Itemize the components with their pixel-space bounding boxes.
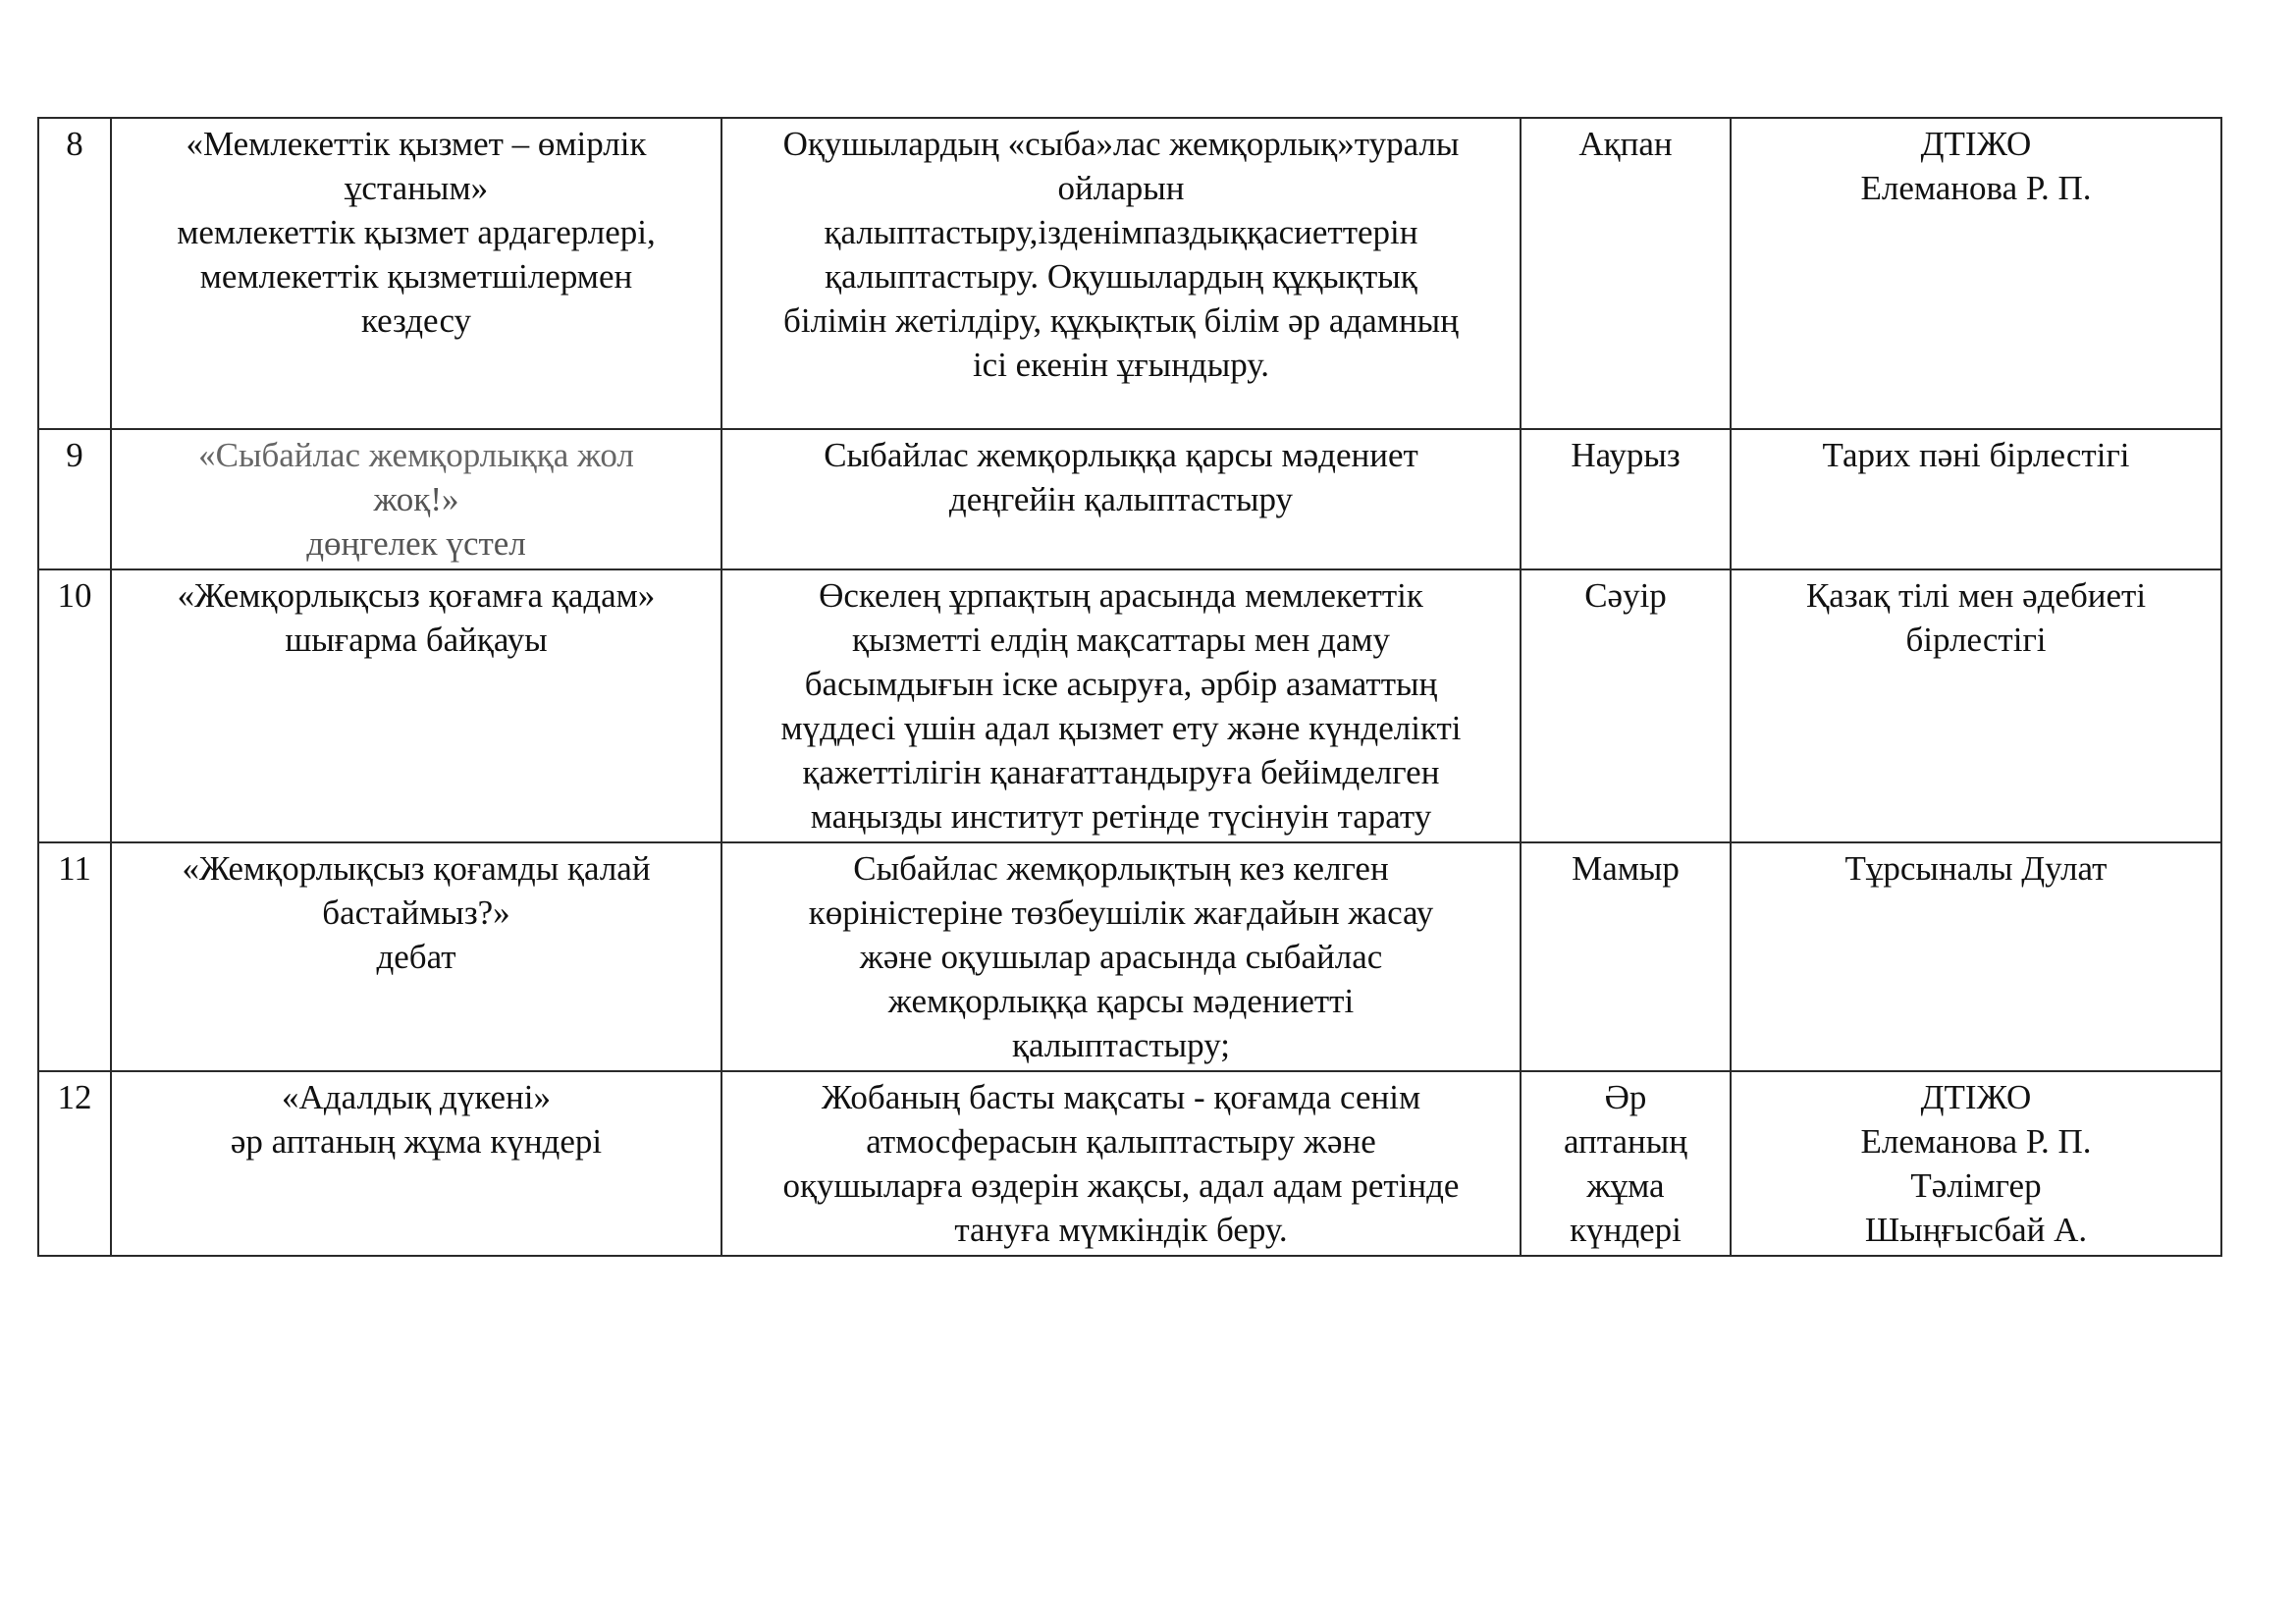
month-line: Әр [1604,1078,1647,1116]
responsible-line: ДТІЖО [1920,1078,2032,1116]
table-row [38,118,2221,429]
event-line: «Мемлекеттік қызмет – өмірлік [186,125,647,163]
event-line: дебат [376,938,456,976]
goal-cell [721,569,1521,842]
goal-line: қалыптастыру; [1012,1026,1230,1064]
row-number: 12 [38,1071,111,1256]
month-cell [1521,1071,1731,1256]
event-cell [111,118,721,429]
event-cell [111,569,721,842]
event-plan-table [37,117,2222,1257]
table-row [38,429,2221,569]
event-line: «Адалдық дүкені» [282,1078,551,1116]
responsible-line: Шыңғысбай А. [1864,1211,2088,1249]
goal-line: қалыптастыру. Оқушылардың құқықтық [825,257,1417,296]
row-number: 11 [38,842,111,1071]
event-cell [111,429,721,569]
goal-cell [721,842,1521,1071]
goal-line: Сыбайлас жемқорлыққа қарсы мәдениет [824,436,1418,474]
goal-line: маңызды институт ретінде түсінуін тарату [810,797,1432,836]
row-number: 8 [38,118,111,429]
month-line: күндері [1570,1211,1682,1249]
event-line: «Жемқорлықсыз қоғамға қадам» [177,576,656,615]
responsible-line: ДТІЖО [1920,125,2032,163]
goal-line: оқушыларға өздерін жақсы, адал адам ретінде [782,1166,1460,1205]
table-row [38,1071,2221,1256]
table-row [38,569,2221,842]
responsible-line: Қазақ тілі мен әдебиеті [1805,576,2147,615]
goal-cell [721,1071,1521,1256]
responsible-cell [1731,1071,2221,1256]
responsible-cell [1731,569,2221,842]
goal-cell [721,429,1521,569]
responsible-line: бірлестігі [1905,621,2047,659]
goal-line: мүддесі үшін адал қызмет ету және күнделікті [780,709,1462,747]
goal-line: және оқушылар арасында сыбайлас [859,938,1383,976]
goal-line: ісі екенін ұғындыру. [972,346,1270,384]
month-line: жұма [1586,1166,1665,1205]
event-line: мемлекеттік қызметшілермен [199,257,633,296]
event-line: шығарма байқауы [285,621,548,659]
responsible-line: Елеманова Р. П. [1860,1122,2092,1161]
responsible-line: Тарих пәні бірлестігі [1822,436,2130,474]
event-line: әр аптаның жұма күндері [230,1122,603,1161]
goal-line: басымдығын іске асыруға, әрбір азаматтың [804,665,1438,703]
event-line: ұстаным» [344,169,489,207]
responsible-cell [1731,118,2221,429]
month-cell [1521,429,1731,569]
event-line: дөңгелек үстел [306,524,526,563]
month-cell [1521,569,1731,842]
goal-line: көріністеріне төзбеушілік жағдайын жасау [808,893,1434,932]
goal-line: атмосферасын қалыптастыру және [866,1122,1376,1161]
event-line: «Жемқорлықсыз қоғамды қалай [182,849,651,888]
goal-line: Сыбайлас жемқорлықтың кез келген [853,849,1389,888]
goal-line: ойларын [1057,169,1185,207]
goal-line: білімін жетілдіру, құқықтық білім әр адамның [783,301,1459,340]
goal-cell [721,118,1521,429]
goal-line: деңгейін қалыптастыру [948,480,1294,518]
event-cell [111,842,721,1071]
goal-line: қалыптастыру,ізденімпаздыққасиеттерін [824,213,1418,251]
month-line: Сәуір [1584,576,1667,615]
row-number: 9 [38,429,111,569]
month-line: аптаның [1563,1122,1688,1161]
responsible-cell [1731,429,2221,569]
event-line: «Сыбайлас жемқорлыққа жол [198,436,634,474]
goal-line: тануға мүмкіндік беру. [954,1211,1288,1249]
event-line: мемлекеттік қызмет ардагерлері, [177,213,656,251]
event-line: кездесу [360,301,472,340]
goal-line: қызметті елдің мақсаттары мен даму [851,621,1391,659]
month-line: Мамыр [1572,849,1680,888]
responsible-line: Елеманова Р. П. [1860,169,2092,207]
event-cell [111,1071,721,1256]
goal-line: Өскелең ұрпақтың арасында мемлекеттік [819,576,1423,615]
month-cell [1521,118,1731,429]
table-row [38,842,2221,1071]
month-cell [1521,842,1731,1071]
event-line: жоқ!» [373,480,459,518]
month-line: Наурыз [1571,436,1681,474]
responsible-line: Тәлімгер [1910,1166,2042,1205]
goal-line: Оқушылардың «сыба»лас жемқорлық»туралы [782,125,1460,163]
goal-line: қажеттілігін қанағаттандыруға бейімделген [802,753,1440,791]
goal-line: Жобаның басты мақсаты - қоғамда сенім [821,1078,1421,1116]
responsible-cell [1731,842,2221,1071]
responsible-line: Тұрсыналы Дулат [1844,849,2108,888]
goal-line: жемқорлыққа қарсы мәдениетті [887,982,1355,1020]
event-line: бастаймыз?» [322,893,510,932]
month-line: Ақпан [1578,125,1673,163]
row-number: 10 [38,569,111,842]
